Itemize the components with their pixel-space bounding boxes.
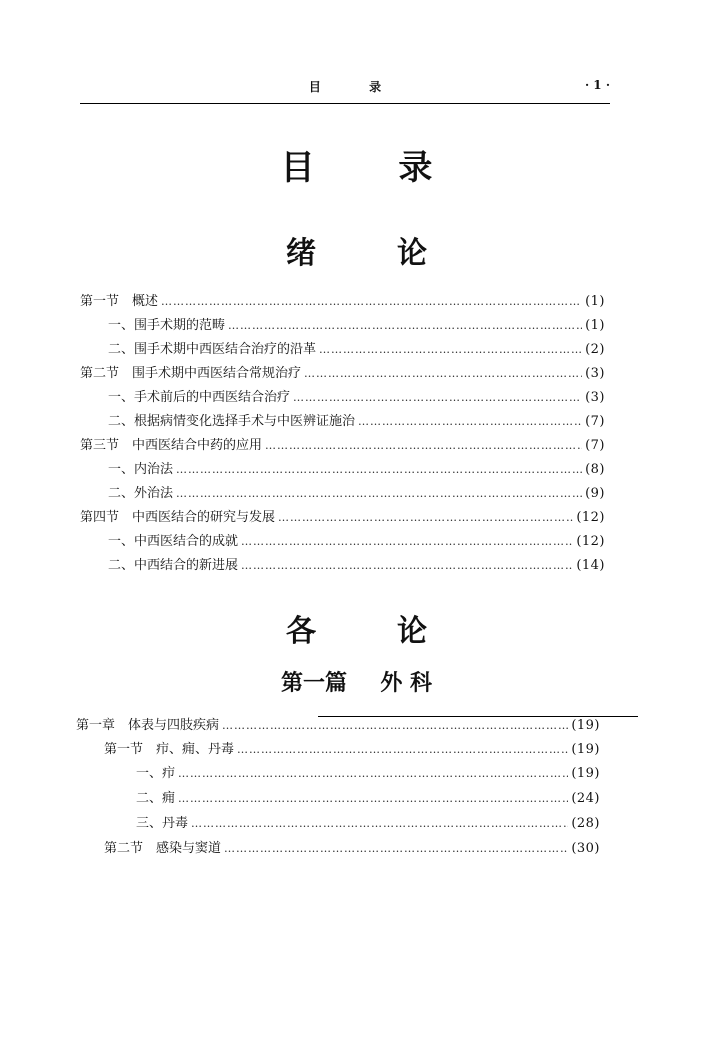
toc-entry[interactable] <box>136 787 600 811</box>
running-header <box>80 78 610 100</box>
toc-entry-label: 一、内治法 <box>108 462 174 477</box>
toc-entry-page: (19) <box>571 766 600 781</box>
dot-leader <box>178 787 568 811</box>
toc-entry-label: 第一节 疖、痈、丹毒 <box>104 742 235 757</box>
dot-leader <box>241 554 573 578</box>
toc-entry[interactable] <box>108 338 605 362</box>
dot-leader <box>228 314 582 338</box>
dot-leader <box>176 482 582 506</box>
toc-entry[interactable] <box>108 554 605 578</box>
dot-leader <box>191 812 568 836</box>
toc-entry[interactable] <box>104 837 600 861</box>
toc-entry[interactable] <box>108 410 605 434</box>
toc-entry-page: (30) <box>571 841 600 856</box>
dot-leader <box>319 338 582 362</box>
dot-leader <box>161 290 582 314</box>
toc-entry-page: (8) <box>585 462 605 477</box>
toc-entry-label: 二、围手术期中西医结合治疗的沿革 <box>108 342 317 357</box>
dot-leader <box>222 714 568 738</box>
toc-entry-page: (7) <box>585 414 605 429</box>
toc-entry[interactable] <box>104 738 600 762</box>
toc-entry-page: (1) <box>585 318 605 333</box>
dot-leader <box>178 762 568 786</box>
toc-entry-label: 二、痈 <box>136 791 176 806</box>
dot-leader <box>241 530 573 554</box>
page-title-char-1: 目 <box>280 148 315 188</box>
toc-entry[interactable] <box>108 458 605 482</box>
dot-leader <box>265 434 582 458</box>
toc-entry[interactable] <box>108 482 605 506</box>
toc-entry-label: 二、中西结合的新进展 <box>108 558 239 573</box>
intro-heading <box>0 228 713 272</box>
toc-entry-label: 一、中西医结合的成就 <box>108 534 239 549</box>
page-title <box>0 140 713 189</box>
toc-entry[interactable] <box>80 290 605 314</box>
dot-leader <box>237 738 568 762</box>
toc-entry-page: (12) <box>576 534 605 549</box>
toc-entry[interactable] <box>136 812 600 836</box>
dot-leader <box>176 458 582 482</box>
toc-entry-page: (28) <box>571 816 600 831</box>
toc-entry-page: (19) <box>571 742 600 757</box>
toc-entry-page: (2) <box>585 342 605 357</box>
toc-entry-label: 第一章 体表与四肢疾病 <box>76 718 220 733</box>
toc-entry[interactable] <box>108 386 605 410</box>
toc-entry[interactable] <box>136 762 600 786</box>
dot-leader <box>358 410 582 434</box>
toc-entry[interactable] <box>76 714 600 738</box>
page-title-char-2: 录 <box>398 148 433 188</box>
intro-heading-char-2: 论 <box>396 236 427 271</box>
running-header-title: 目 录 <box>308 80 404 94</box>
dot-leader <box>293 386 582 410</box>
dot-leader <box>278 506 573 530</box>
toc-entry-page: (14) <box>576 558 605 573</box>
toc-entry[interactable] <box>108 314 605 338</box>
toc-entry-page: (19) <box>571 718 600 733</box>
main-heading <box>0 606 713 650</box>
toc-entry-label: 二、外治法 <box>108 486 174 501</box>
toc-entry-label: 一、围手术期的范畴 <box>108 318 226 333</box>
part-heading <box>0 666 713 697</box>
toc-entry-label: 第二节 感染与窦道 <box>104 841 222 856</box>
part-heading-number: 第一篇 <box>280 671 347 696</box>
toc-entry-label: 第二节 围手术期中西医结合常规治疗 <box>80 366 302 381</box>
header-rule <box>80 103 610 104</box>
toc-entry-page: (24) <box>571 791 600 806</box>
toc-entry-label: 二、根据病情变化选择手术与中医辨证施治 <box>108 414 356 429</box>
main-heading-char-1: 各 <box>286 614 317 649</box>
toc-entry-label: 三、丹毒 <box>136 816 189 831</box>
page-number: · 1 · <box>584 78 610 92</box>
toc-entry[interactable] <box>108 530 605 554</box>
toc-entry-page: (12) <box>576 510 605 525</box>
toc-entry-page: (1) <box>585 294 605 309</box>
dot-leader <box>224 837 568 861</box>
toc-entry[interactable] <box>80 434 605 458</box>
toc-entry-label: 第三节 中西医结合中药的应用 <box>80 438 263 453</box>
part-heading-name: 外 科 <box>380 671 433 696</box>
toc-entry-label: 第四节 中西医结合的研究与发展 <box>80 510 276 525</box>
toc-entry-page: (7) <box>585 438 605 453</box>
toc-entry-page: (3) <box>585 390 605 405</box>
toc-entry[interactable] <box>80 506 605 530</box>
dot-leader <box>304 362 582 386</box>
main-heading-char-2: 论 <box>396 614 427 649</box>
intro-heading-char-1: 绪 <box>286 236 317 271</box>
toc-entry-label: 一、疖 <box>136 766 176 781</box>
toc-entry[interactable] <box>80 362 605 386</box>
toc-entry-page: (9) <box>585 486 605 501</box>
toc-entry-label: 一、手术前后的中西医结合治疗 <box>108 390 291 405</box>
toc-entry-page: (3) <box>585 366 605 381</box>
toc-entry-label: 第一节 概述 <box>80 294 159 309</box>
